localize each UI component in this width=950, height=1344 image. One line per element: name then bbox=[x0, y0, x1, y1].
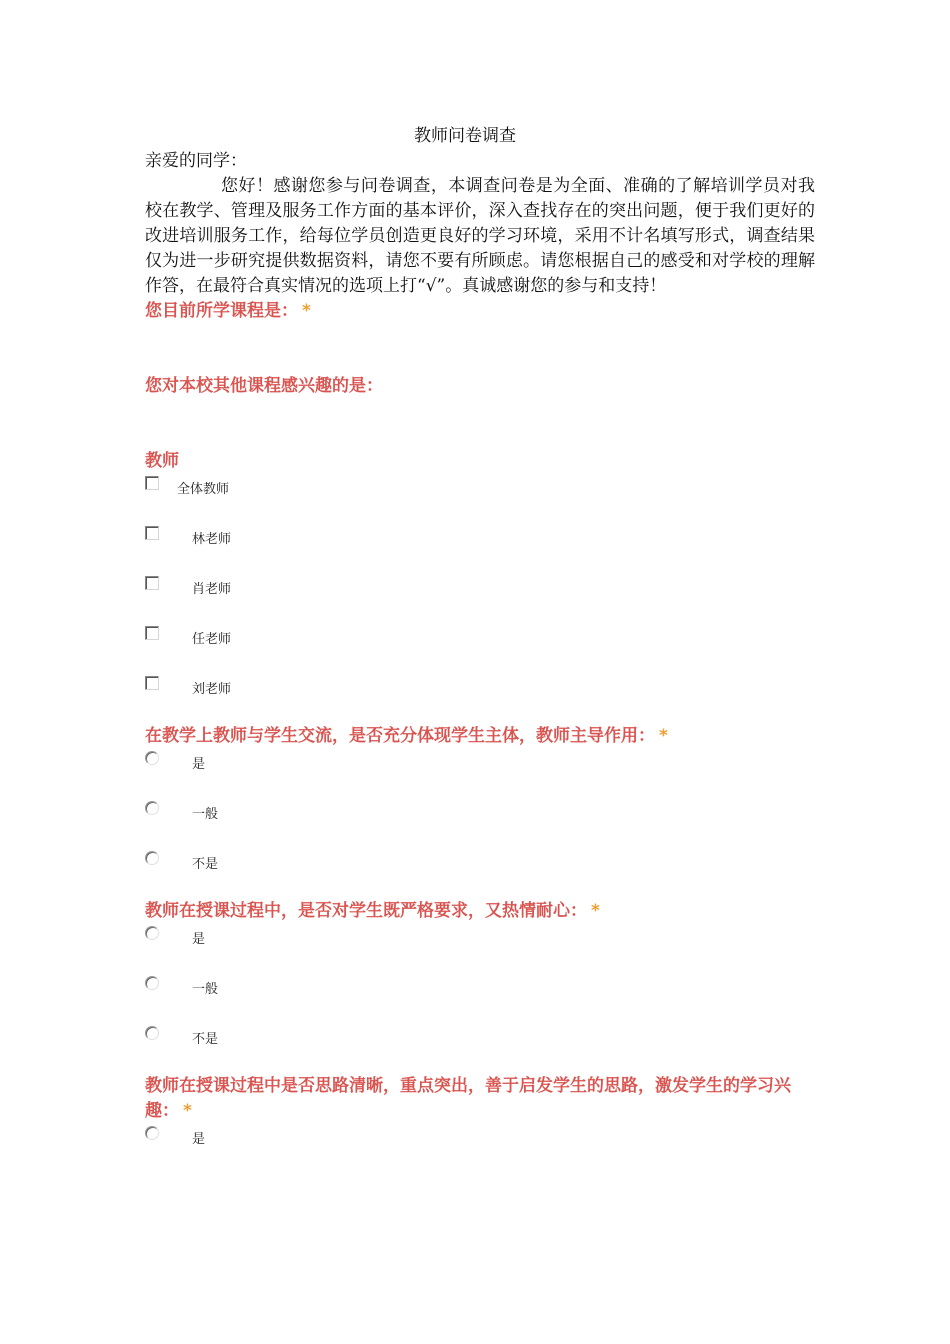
question-student-centered bbox=[145, 724, 815, 749]
checkbox[interactable] bbox=[145, 626, 159, 640]
option-teacher-liu[interactable] bbox=[145, 674, 815, 724]
option-label: 一般 bbox=[192, 982, 219, 997]
question-text: 您目前所学课程是： bbox=[145, 301, 298, 321]
radio-button[interactable] bbox=[145, 851, 159, 865]
option-label: 肖老师 bbox=[192, 582, 232, 597]
option-average[interactable] bbox=[145, 974, 815, 1024]
greeting: 亲爱的同学： bbox=[145, 151, 247, 171]
answer-area-other-courses[interactable] bbox=[145, 399, 815, 449]
option-average[interactable] bbox=[145, 799, 815, 849]
student-centered-options bbox=[145, 749, 815, 899]
radio-button[interactable] bbox=[145, 1026, 159, 1040]
option-label: 全体教师 bbox=[177, 482, 230, 497]
question-strict-and-patient bbox=[145, 899, 815, 924]
page-title: 教师问卷调查 bbox=[414, 126, 516, 146]
option-label: 不是 bbox=[192, 857, 219, 872]
option-teacher-xiao[interactable] bbox=[145, 574, 815, 624]
question-text: 教师在授课过程中，是否对学生既严格要求，又热情耐心： bbox=[145, 901, 587, 921]
question-teachers bbox=[145, 449, 815, 474]
question-current-course bbox=[145, 299, 815, 324]
required-mark: * bbox=[659, 726, 668, 746]
strict-and-patient-options bbox=[145, 924, 815, 1074]
checkbox[interactable] bbox=[145, 526, 159, 540]
required-mark: * bbox=[591, 901, 600, 921]
option-label: 一般 bbox=[192, 807, 219, 822]
option-label: 是 bbox=[192, 932, 206, 947]
checkbox[interactable] bbox=[145, 476, 159, 490]
option-teacher-lin[interactable] bbox=[145, 524, 815, 574]
question-other-courses bbox=[145, 374, 815, 399]
option-yes[interactable] bbox=[145, 1124, 815, 1174]
question-text: 您对本校其他课程感兴趣的是： bbox=[145, 376, 383, 396]
option-label: 不是 bbox=[192, 1032, 219, 1047]
option-label: 林老师 bbox=[192, 532, 232, 547]
checkbox[interactable] bbox=[145, 676, 159, 690]
option-all-teachers[interactable] bbox=[145, 474, 815, 524]
survey-page bbox=[145, 124, 815, 1174]
option-label: 刘老师 bbox=[192, 682, 232, 697]
option-label: 任老师 bbox=[192, 632, 232, 647]
option-yes[interactable] bbox=[145, 924, 815, 974]
answer-area-current-course[interactable] bbox=[145, 324, 815, 374]
option-label: 是 bbox=[192, 757, 206, 772]
radio-button[interactable] bbox=[145, 801, 159, 815]
question-text: 教师 bbox=[145, 451, 179, 471]
question-clear-thinking bbox=[145, 1074, 815, 1124]
radio-button[interactable] bbox=[145, 1126, 159, 1140]
option-teacher-ren[interactable] bbox=[145, 624, 815, 674]
required-mark: * bbox=[302, 301, 311, 321]
option-no[interactable] bbox=[145, 849, 815, 899]
required-mark: * bbox=[183, 1101, 192, 1121]
option-yes[interactable] bbox=[145, 749, 815, 799]
option-label: 是 bbox=[192, 1132, 206, 1147]
teacher-options bbox=[145, 474, 815, 724]
checkbox[interactable] bbox=[145, 576, 159, 590]
option-no[interactable] bbox=[145, 1024, 815, 1074]
intro-paragraph: 您好！感谢您参与问卷调查，本调查问卷是为全面、准确的了解培训学员对我校在教学、管理及服务工作方面的基本评价，深入查找存在的突出问题，便于我们更好的改进培训服务工作，给每位学员创造更良好的学习环境，采用不计名填写形式，调查结果仅为进一步研究提供数据资料，请您不要有所顾虑。请您根据自己的感受和对学校的理解作答，在最符合真实情况的选项上打“√”。真诚感谢您的参与和支持！ bbox=[145, 176, 815, 296]
radio-button[interactable] bbox=[145, 976, 159, 990]
radio-button[interactable] bbox=[145, 926, 159, 940]
clear-thinking-options bbox=[145, 1124, 815, 1174]
question-text: 教师在授课过程中是否思路清晰，重点突出，善于启发学生的思路，激发学生的学习兴趣： bbox=[145, 1076, 791, 1121]
radio-button[interactable] bbox=[145, 751, 159, 765]
question-text: 在教学上教师与学生交流，是否充分体现学生主体，教师主导作用： bbox=[145, 726, 655, 746]
